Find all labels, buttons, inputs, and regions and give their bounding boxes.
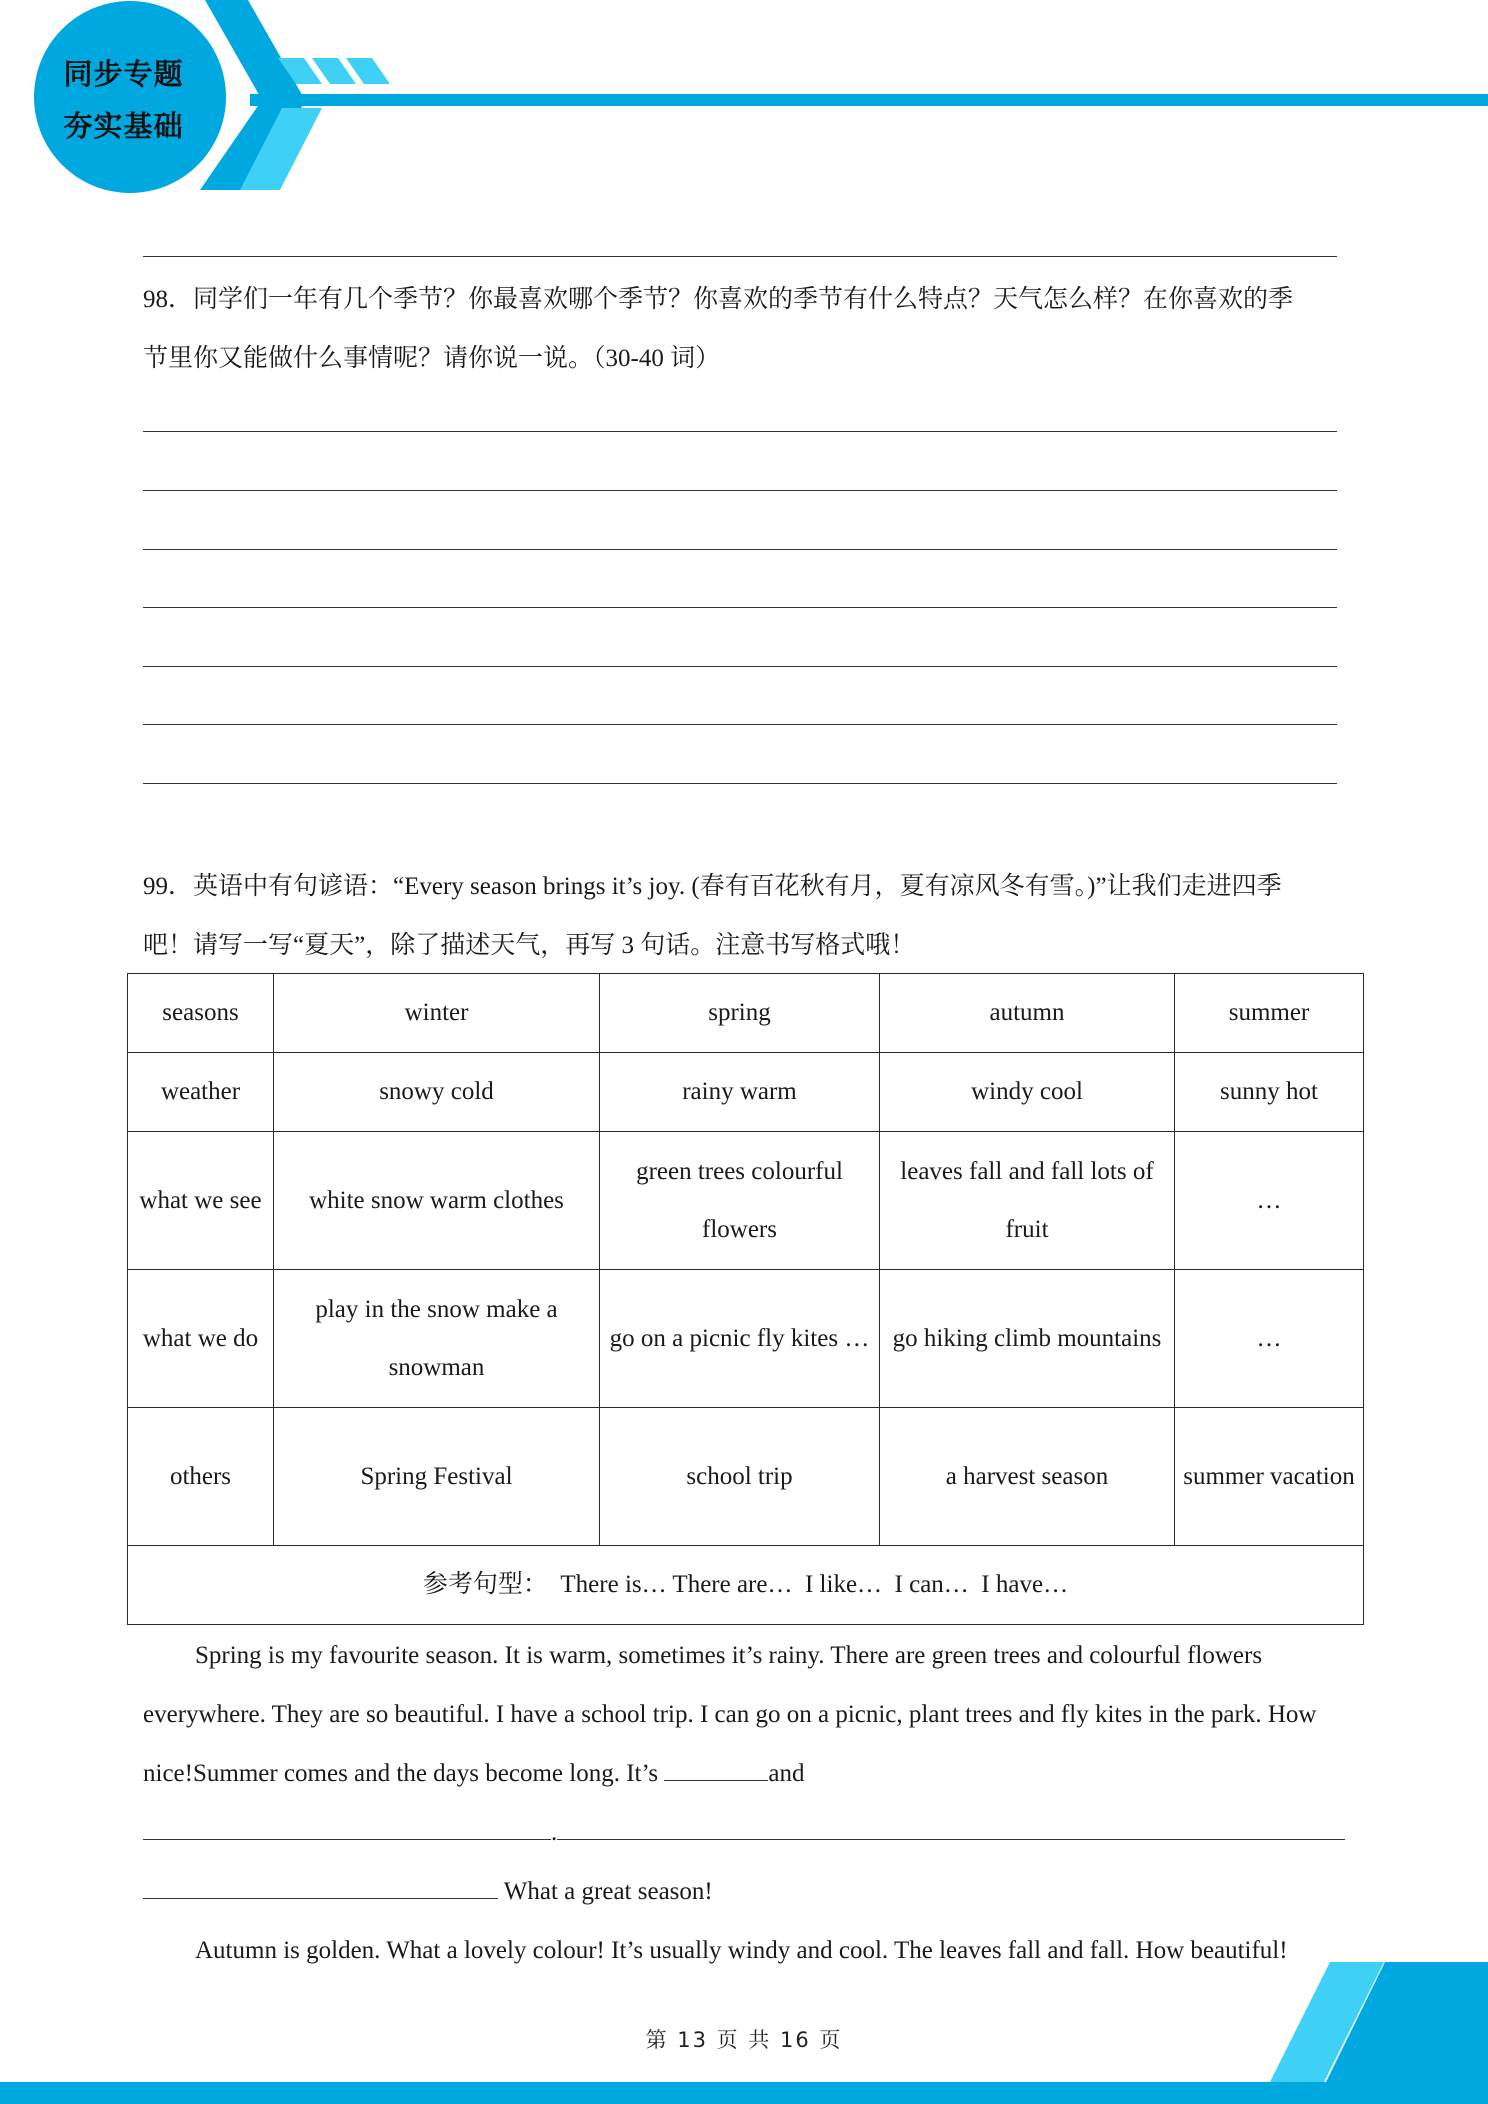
- passage-text: and: [768, 1760, 805, 1787]
- table-cell: go hiking climb mountains: [880, 1270, 1175, 1408]
- passage-text: Spring is my favourite season. It is warm, sometimes it’s rainy. There are green trees and colourful flowers everywhere. They are so beautiful. I have a school trip. I can go on a picnic, plant trees and fly kites in the park. How nice!Summer comes and the days become long. It’s: [143, 1642, 1317, 1787]
- answer-line: [143, 256, 1337, 257]
- seasons-table: [127, 973, 1364, 1625]
- table-cell: …: [1175, 1270, 1364, 1408]
- table-cell: summer: [1175, 974, 1364, 1053]
- table-cell: sunny hot: [1175, 1053, 1364, 1132]
- table-cell: what we do: [128, 1270, 274, 1408]
- table-cell: summer vacation: [1175, 1408, 1364, 1546]
- blank-line-row: [143, 1803, 1353, 1862]
- question-98-line-1: 98．同学们一年有几个季节？你最喜欢哪个季节？你喜欢的季节有什么特点？天气怎么样？在你喜欢的季: [143, 286, 1294, 313]
- question-98-line-2: 节里你又能做什么事情呢？请你说一说。（30-40 词）: [143, 345, 721, 372]
- table-cell: autumn: [880, 974, 1175, 1053]
- table-cell: Spring Festival: [274, 1408, 600, 1546]
- table-cell: school trip: [600, 1408, 880, 1546]
- table-cell: white snow warm clothes: [274, 1132, 600, 1270]
- reference-sentences: 参考句型： There is… There are… I like… I can… I have…: [128, 1546, 1364, 1625]
- answer-line: [143, 666, 1337, 667]
- table-cell: a harvest season: [880, 1408, 1175, 1546]
- table-cell: green trees colourful flowers: [600, 1132, 880, 1270]
- fill-blank[interactable]: [143, 1876, 498, 1899]
- table-cell: seasons: [128, 974, 274, 1053]
- table-cell: winter: [274, 974, 600, 1053]
- table-row: [128, 1132, 1364, 1270]
- passage-text: .: [551, 1819, 558, 1846]
- passage-text: What a great season!: [498, 1878, 713, 1905]
- table-cell: windy cool: [880, 1053, 1175, 1132]
- passage-paragraph-1: [143, 1626, 1353, 1803]
- table-cell: leaves fall and fall lots of fruit: [880, 1132, 1175, 1270]
- fill-blank[interactable]: [557, 1817, 1345, 1840]
- table-cell: weather: [128, 1053, 274, 1132]
- footer-stripe: [0, 2082, 1488, 2104]
- header-stripe: [250, 94, 1488, 106]
- badge-line-1: 同步专题: [63, 57, 184, 91]
- fill-blank[interactable]: [143, 1817, 551, 1840]
- question-98: [143, 270, 1353, 388]
- answer-line: [143, 724, 1337, 725]
- header-badge-text: [36, 48, 211, 152]
- fill-blank[interactable]: [664, 1758, 768, 1781]
- table-cell: …: [1175, 1132, 1364, 1270]
- answer-line: [143, 431, 1337, 432]
- table-row: [128, 1270, 1364, 1408]
- passage-text: Autumn is golden. What a lovely colour! It’s usually windy and cool. The leaves fall and fall. How beautiful!: [195, 1937, 1288, 1964]
- answer-line: [143, 607, 1337, 608]
- table-cell: snowy cold: [274, 1053, 600, 1132]
- answer-line: [143, 490, 1337, 491]
- table-cell: what we see: [128, 1132, 274, 1270]
- table-cell: rainy warm: [600, 1053, 880, 1132]
- table-row: [128, 1546, 1364, 1625]
- answer-line: [143, 783, 1337, 784]
- answer-line: [143, 549, 1337, 550]
- table-row: [128, 974, 1364, 1053]
- table-cell: go on a picnic fly kites …: [600, 1270, 880, 1408]
- question-99-line-2: 吧！请写一写“夏天”，除了描述天气，再写 3 句话。注意书写格式哦！: [143, 932, 916, 959]
- page-number: 第 13 页 共 16 页: [645, 2028, 843, 2052]
- badge-line-2: 夯实基础: [63, 109, 184, 143]
- table-cell: play in the snow make a snowman: [274, 1270, 600, 1408]
- table-cell: spring: [600, 974, 880, 1053]
- question-99-line-1: 99．英语中有句谚语：“Every season brings it’s joy. (春有百花秋有月，夏有凉风冬有雪。)”让我们走进四季: [143, 873, 1282, 900]
- question-99: [143, 857, 1353, 975]
- table-cell: others: [128, 1408, 274, 1546]
- table-row: [128, 1408, 1364, 1546]
- blank-line-row: [143, 1862, 1353, 1921]
- header-banner: [0, 0, 1488, 200]
- table-row: [128, 1053, 1364, 1132]
